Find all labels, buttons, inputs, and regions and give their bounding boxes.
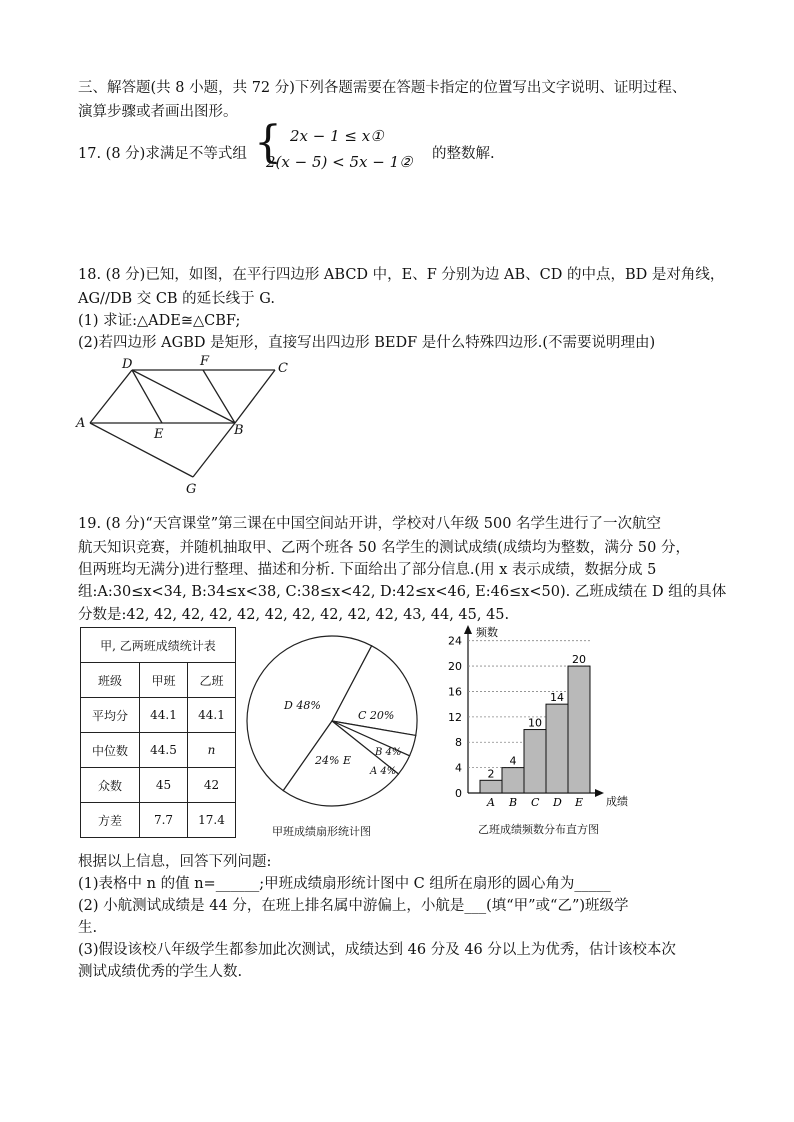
- y-tick-label: 0: [455, 787, 462, 800]
- histogram: [440, 622, 650, 817]
- q17-prefix: 17. (8 分)求满足不等式组: [78, 146, 247, 162]
- hist-ylabel: 频数: [476, 626, 498, 639]
- q19-line2: 航天知识竞赛，并随机抽取甲、乙两个班各 50 名学生的测试成绩(成绩均为整数，满分 50 分，: [78, 540, 690, 556]
- hist-bar-value: 2: [487, 767, 495, 781]
- q19-sub3-a: (3)假设该校八年级学生都参加此次测试，成绩达到 46 分及 46 分以上为优秀，估计该校本次: [78, 942, 676, 958]
- pie-caption: 甲班成绩扇形统计图: [272, 825, 371, 838]
- hist-bar-value: 10: [528, 716, 542, 730]
- segment-CB: [235, 370, 275, 423]
- pie-label-C: C 20%: [358, 709, 395, 722]
- table-cell: 44.1: [140, 698, 188, 733]
- q18-part1: (1) 求证:△ADE≅△CBF;: [78, 313, 241, 329]
- hist-caption: 乙班成绩频数分布直方图: [478, 823, 599, 836]
- table-cell: 中位数: [81, 733, 140, 768]
- label-C: C: [278, 361, 288, 376]
- segment-BG: [193, 423, 235, 477]
- table-cell: n: [188, 733, 236, 768]
- segment-AD: [90, 370, 132, 423]
- table-row: [81, 733, 236, 768]
- label-D: D: [122, 357, 133, 372]
- hist-bar-B: [502, 768, 524, 793]
- stats-table: [80, 627, 236, 838]
- table-row: [81, 803, 236, 838]
- stats-table-title: 甲, 乙两班成绩统计表: [81, 628, 236, 663]
- q18-part2: (2)若四边形 AGBD 是矩形，直接写出四边形 BEDF 是什么特殊四边形.(不需要说明理由): [78, 335, 656, 351]
- hist-bar-value: 20: [572, 653, 586, 667]
- y-axis-arrow: [464, 625, 472, 634]
- parallelogram-figure: [70, 352, 310, 497]
- hist-category-label: E: [575, 796, 584, 809]
- table-cell: 7.7: [140, 803, 188, 838]
- hist-bar-value: 4: [509, 754, 517, 768]
- label-G: G: [186, 482, 197, 497]
- table-header-row: [81, 663, 236, 698]
- pie-label-A: A 4%: [370, 766, 397, 777]
- hist-category-label: B: [509, 796, 518, 809]
- q17-inequality-1: 2x − 1 ≤ x①: [290, 127, 384, 145]
- q19-line3: 但两班均无满分)进行整理、描述和分析. 下面给出了部分信息.(用 x 表示成绩，数据分成 5: [78, 562, 657, 578]
- label-F: F: [200, 354, 210, 369]
- y-tick-label: 24: [448, 634, 462, 648]
- label-B: B: [234, 423, 244, 438]
- q19-sub1: (1)表格中 n 的值 n=______;甲班成绩扇形统计图中 C 组所在扇形的圆心角为_____: [78, 876, 611, 892]
- y-tick-label: 16: [448, 685, 462, 699]
- hist-category-label: C: [531, 796, 540, 809]
- y-tick-label: 4: [455, 761, 462, 775]
- q17-suffix: 的整数解.: [432, 146, 495, 162]
- hist-bar-D: [546, 704, 568, 793]
- table-header-cell: 乙班: [188, 663, 236, 698]
- q19-line5: 分数是:42, 42, 42, 42, 42, 42, 42, 42, 42, 42, 43, 44, 45, 45.: [78, 607, 510, 623]
- hist-xlabel: 成绩: [606, 795, 628, 808]
- figure-lines: [90, 370, 275, 477]
- q17-inequality-2: 2(x − 5) < 5x − 1②: [266, 153, 413, 171]
- table-cell: 45: [140, 768, 188, 803]
- section-header-line2: 演算步骤或者画出图形。: [78, 104, 238, 120]
- table-cell: 44.5: [140, 733, 188, 768]
- x-axis-arrow: [595, 789, 604, 797]
- table-cell: 众数: [81, 768, 140, 803]
- hist-bar-C: [524, 730, 546, 793]
- hist-category-label: A: [487, 796, 495, 809]
- y-tick-label: 8: [455, 736, 462, 750]
- q17-brace: {: [254, 117, 282, 168]
- q19-sub2-b: 生.: [78, 920, 98, 936]
- hist-category-label: D: [553, 796, 562, 809]
- q19-sub3-b: 测试成绩优秀的学生人数.: [78, 964, 243, 980]
- hist-bar-A: [480, 780, 502, 793]
- pie-label-E: 24% E: [315, 754, 351, 767]
- table-cell: 42: [188, 768, 236, 803]
- segment-AG: [90, 423, 193, 477]
- y-tick-label: 20: [448, 660, 462, 674]
- q19-line4: 组:A:30≤x<34, B:34≤x<38, C:38≤x<42, D:42≤x<46, E:46≤x<50). 乙班成绩在 D 组的具体: [78, 584, 727, 600]
- pie-label-D: D 48%: [284, 699, 321, 712]
- table-cell: 44.1: [188, 698, 236, 733]
- table-cell: 17.4: [188, 803, 236, 838]
- pie-label-B: B 4%: [375, 747, 402, 758]
- q18-line2: AG//DB 交 CB 的延长线于 G.: [78, 291, 275, 307]
- label-E: E: [154, 427, 164, 442]
- table-header-cell: 甲班: [140, 663, 188, 698]
- q18-line1: 18. (8 分)已知，如图，在平行四边形 ABCD 中，E、F 分别为边 AB、CD 的中点，BD 是对角线，: [78, 267, 725, 283]
- hist-bar-E: [568, 666, 590, 793]
- table-cell: 方差: [81, 803, 140, 838]
- hist-bar-value: 14: [550, 691, 564, 705]
- table-header-cell: 班级: [81, 663, 140, 698]
- table-row: [81, 698, 236, 733]
- table-row: [81, 768, 236, 803]
- y-tick-label: 12: [448, 710, 462, 724]
- table-cell: 平均分: [81, 698, 140, 733]
- q19-sub2-a: (2) 小航测试成绩是 44 分，在班上排名属中游偏上，小航是___(填“甲”或“乙”)班级学: [78, 898, 629, 914]
- q19-line1: 19. (8 分)“天宫课堂”第三课在中国空间站开讲，学校对八年级 500 名学生进行了一次航空: [78, 516, 662, 532]
- pie-chart: [240, 624, 425, 819]
- label-A: A: [76, 416, 86, 431]
- section-header-line1: 三、解答题(共 8 小题，共 72 分)下列各题需要在答题卡指定的位置写出文字说明、证明过程、: [78, 80, 687, 96]
- q19-intro: 根据以上信息，回答下列问题:: [78, 854, 272, 870]
